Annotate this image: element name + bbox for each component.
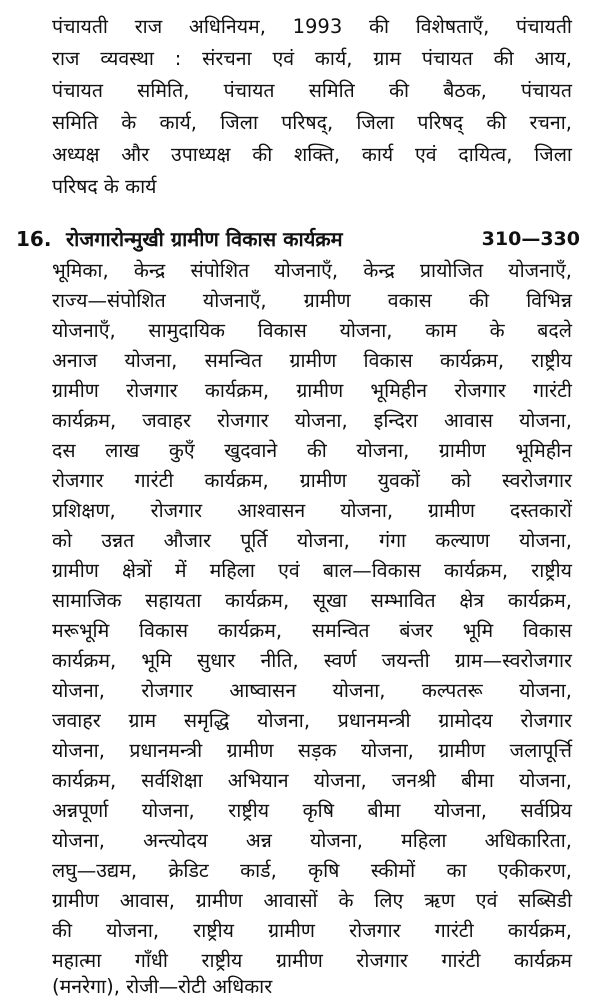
section16-line-12: सामाजिक सहायता कार्यक्रम, सूखा सम्भावित क्षेत्र कार्यक्रम, — [52, 589, 572, 612]
section16-line-7: दस लाख कुएँ खुदवाने की योजना, ग्रामीण भूमिहीन — [52, 439, 572, 462]
section16-line-21: लघु—उद्यम, क्रेडिट कार्ड, कृषि स्कीमों का एकीकरण, — [52, 859, 572, 882]
section16-line-9: प्रशिक्षण, रोजगार आश्वासन योजना, ग्रामीण दस्तकारों — [52, 499, 572, 522]
section16-line-8: रोजगार गारंटी कार्यक्रम, ग्रामीण युवकों को स्वरोजगार — [52, 469, 572, 492]
section16-line-2: राज्य—संपोशित योजनाएँ, ग्रामीण वकास की विभिन्न — [52, 289, 572, 312]
section16-line-23: की योजना, राष्ट्रीय ग्रामीण रोजगार गारंटी कार्यक्रम, — [52, 919, 572, 942]
section15-line-1: पंचायती राज अधिनियम, 1993 की विशेषताएँ, पंचायती — [52, 15, 572, 38]
section16-line-20: योजना, अन्त्योदय अन्न योजना, महिला अधिकारिता, — [52, 829, 572, 852]
section16-line-17: योजना, प्रधानमन्त्री ग्रामीण सड़क योजना, ग्रामीण जलापूर्त्ति — [52, 739, 572, 762]
section16-line-10: को उन्नत औजार पूर्ति योजना, गंगा कल्याण योजना, — [52, 529, 572, 552]
section16-line-11: ग्रामीण क्षेत्रों में महिला एवं बाल—विकास कार्यक्रम, राष्ट्रीय — [52, 559, 572, 582]
section15-line-6: परिषद के कार्य — [52, 175, 157, 198]
section16-line-25: (मनरेगा), रोजी—रोटी अधिकार — [52, 975, 273, 998]
section16-line-18: कार्यक्रम, सर्वशिक्षा अभियान योजना, जनश्री बीमा योजना, — [52, 769, 572, 792]
section16-title: रोजगारोन्मुखी ग्रामीण विकास कार्यक्रम — [66, 227, 343, 251]
section16-line-22: ग्रामीण आवास, ग्रामीण आवासों के लिए ऋण एवं सब्सिडी — [52, 889, 572, 912]
section16-line-1: भूमिका, केन्द्र संपोशित योजनाएँ, केन्द्र प्रायोजित योजनाएँ, — [52, 259, 572, 282]
section16-line-14: कार्यक्रम, भूमि सुधार नीति, स्वर्ण जयन्ती ग्राम—स्वरोजगार — [52, 649, 572, 672]
section15-line-5: अध्यक्ष और उपाध्यक्ष की शक्ति, कार्य एवं दायित्व, जिला — [52, 143, 572, 166]
section16-line-5: ग्रामीण रोजगार कार्यक्रम, ग्रामीण भूमिहीन रोजगार गारंटी — [52, 379, 572, 402]
section15-line-3: पंचायत समिति, पंचायत समिति की बैठक, पंचायत — [52, 79, 572, 102]
section16-line-16: जवाहर ग्राम समृद्धि योजना, प्रधानमन्त्री ग्रामोदय रोजगार — [52, 709, 572, 732]
section16-line-6: कार्यक्रम, जवाहर रोजगार योजना, इन्दिरा आवास योजना, — [52, 409, 572, 432]
section16-line-13: मरूभूमि विकास कार्यक्रम, समन्वित बंजर भूमि विकास — [52, 619, 572, 642]
section15-line-2: राज व्यवस्था : संरचना एवं कार्य, ग्राम पंचायत की आय, — [52, 47, 572, 70]
section16-page-range: 310—330 — [481, 228, 580, 250]
section16-line-4: अनाज योजना, समन्वित ग्रामीण विकास कार्यक्रम, राष्ट्रीय — [52, 349, 572, 372]
section16-line-3: योजनाएँ, सामुदायिक विकास योजना, काम के बदले — [52, 319, 572, 342]
section16-line-24: महात्मा गाँधी राष्ट्रीय ग्रामीण रोजगार गारंटी कार्यक्रम — [52, 949, 572, 972]
section15-line-4: समिति के कार्य, जिला परिषद्, जिला परिषद् की रचना, — [52, 111, 572, 134]
section16-number: 16. — [16, 227, 52, 251]
section16-line-19: अन्नपूर्णा योजना, राष्ट्रीय कृषि बीमा योजना, सर्वप्रिय — [52, 799, 572, 822]
section16-line-15: योजना, रोजगार आष्वासन योजना, कल्पतरू योजना, — [52, 679, 572, 702]
